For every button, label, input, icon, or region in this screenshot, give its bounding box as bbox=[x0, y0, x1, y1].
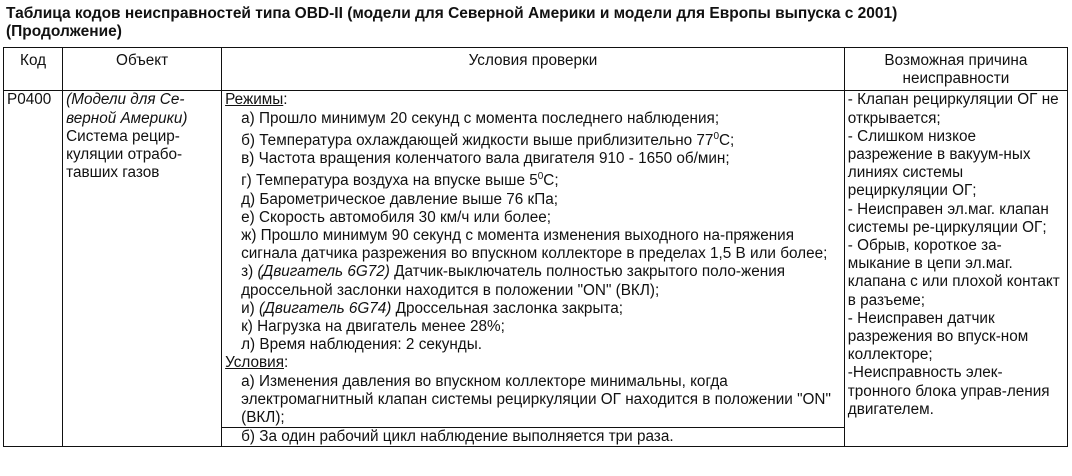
cause-item: - Неисправен эл.маг. клапан системы ре-циркуляции ОГ; bbox=[847, 200, 1049, 236]
header-object: Объект bbox=[63, 48, 222, 91]
dtc-table bbox=[3, 47, 1068, 447]
cause-item: - Слишком низкое разрежение в вакуум-ных линиях системы рециркуляции ОГ; bbox=[847, 127, 1031, 200]
title-line-2: (Продолжение) bbox=[6, 23, 122, 40]
mode-item: г) Температура воздуха на впуске выше $5^0С$; bbox=[241, 171, 559, 190]
mode-item: к) Нагрузка на двигатель менее 28%; bbox=[241, 318, 505, 336]
mode-item: е) Скорость автомобиля 30 км/ч или более; bbox=[241, 208, 552, 226]
object-models: (Модели для Се-верной Америки) bbox=[66, 91, 188, 127]
cause-item: - Неисправен датчик разрежения во впуск-ном коллекторе; bbox=[847, 309, 1029, 364]
modes-list bbox=[225, 110, 841, 355]
header-cause-line-2: неисправности bbox=[902, 70, 1010, 88]
cause-item: -Неисправность элек-тронного блока управ-ления двигателем. bbox=[847, 364, 1050, 418]
mode-item: ж) Прошло минимум 90 секунд с момента изменения выходного на-пряжения сигнала датчика разрежения во впускном коллекторе в пределах 1,5 В или более; bbox=[241, 227, 828, 263]
condition-item: б) За один рабочий цикл наблюдение выполняется три раза. bbox=[222, 427, 844, 446]
cause-item: - Обрыв, короткое за-мыкание в цепи эл.маг. клапана с или плохой контакт в разъеме; bbox=[847, 237, 1060, 309]
mode-item: и) (Двигатель 6G74) Дроссельная заслонка закрыта; bbox=[241, 299, 624, 317]
header-cause-line-1: Возможная причина bbox=[884, 52, 1028, 69]
cell-code: P0400 bbox=[4, 91, 63, 447]
page-title bbox=[6, 5, 1066, 41]
table-row bbox=[4, 91, 1068, 447]
cell-object bbox=[63, 91, 222, 447]
header-cause bbox=[844, 48, 1067, 91]
header-conditions: Условия проверки bbox=[222, 48, 845, 91]
mode-item: л) Время наблюдения: 2 секунды. bbox=[241, 336, 482, 354]
mode-item: з) (Двигатель 6G72) Датчик-выключатель полностью закрытого поло-жения дроссельной заслонки находится в положении "ON" (ВКЛ); bbox=[241, 263, 786, 299]
object-system: Система рецир-куляции отрабо-тавших газов bbox=[66, 127, 183, 182]
mode-item: б) Температура охлаждающей жидкости выше приблизительно $77^0С$; bbox=[241, 130, 735, 149]
cause-item: - Клапан рециркуляции ОГ не открывается; bbox=[847, 91, 1059, 127]
cell-conditions bbox=[222, 91, 845, 447]
table-header-row bbox=[4, 48, 1068, 91]
conditions-heading: Условия: bbox=[225, 354, 289, 372]
condition-item: а) Изменения давления во впускном коллекторе минимальны, когда электромагнитный клапан системы рециркуляции ОГ находится в положении "ON" (ВКЛ); bbox=[241, 372, 831, 427]
title-line-1: Таблица кодов неисправностей типа OBD-II (модели для Северной Америки и модели для Европы выпуска с 2001) bbox=[6, 5, 898, 22]
mode-item: а) Прошло минимум 20 секунд с момента последнего наблюдения; bbox=[241, 109, 720, 127]
conditions-list bbox=[225, 373, 841, 447]
mode-item: д) Барометрическое давление выше 76 кПа; bbox=[241, 190, 559, 208]
cell-causes bbox=[844, 91, 1067, 447]
modes-heading: Режимы: bbox=[225, 91, 288, 109]
header-code: Код bbox=[4, 48, 63, 91]
mode-item: в) Частота вращения коленчатого вала двигателя 910 - 1650 об/мин; bbox=[241, 150, 730, 168]
